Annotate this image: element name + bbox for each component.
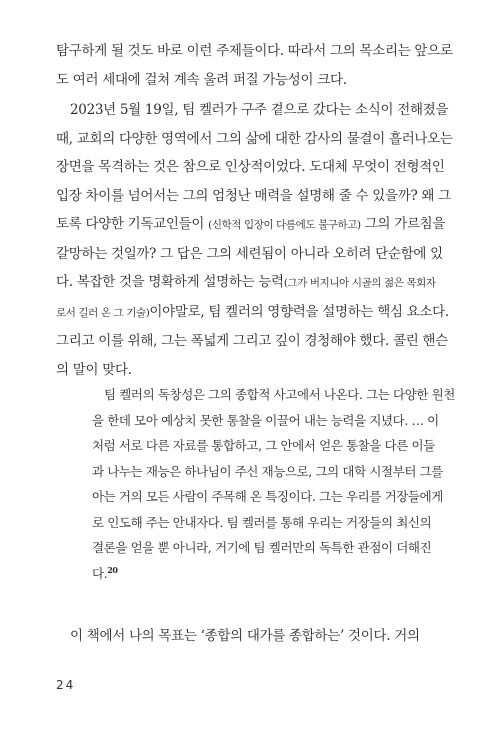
text-line: 갈망하는 것일까? 그 답은 그의 세련됨이 아니라 오히려 단순함에 있 bbox=[56, 245, 443, 262]
block-quote bbox=[92, 382, 455, 586]
text-line: 토록 다양한 기독교인들이 (신학적 입장이 다름에도 불구하고) 그의 가르침을 bbox=[56, 216, 446, 232]
footnote-marker: 20 bbox=[107, 564, 118, 575]
text-line: 탐구하게 될 것도 바로 이런 주제들이다. 따라서 그의 목소리는 앞으로 bbox=[56, 43, 453, 59]
quote-line: 팀 켈러의 독창성은 그의 종합적 사고에서 나온다. 그는 다양한 원천 bbox=[104, 387, 455, 402]
parenthetical-note: (신학적 입장이 다름에도 불구하고) bbox=[208, 219, 361, 231]
parenthetical-note: (그가 버지니아 시골의 젊은 목회자 bbox=[283, 277, 436, 289]
text-line: 도 여러 세대에 걸쳐 계속 울려 퍼질 가능성이 크다. bbox=[56, 71, 347, 88]
quote-line: 다.$^{20}$ bbox=[92, 564, 118, 581]
text-line: 입장 차이를 넘어서는 그의 엄청난 매력을 설명해 줄 수 있을까? 왜 그 bbox=[56, 187, 451, 204]
paragraph-tim-keller-death bbox=[56, 96, 453, 384]
quote-line: 처럼 서로 다른 자료를 통합하고, 그 안에서 얻은 통찰을 다른 이들 bbox=[92, 438, 435, 453]
parenthetical-note: 로서 길러 온 그 기술) bbox=[56, 306, 150, 319]
paragraph-book-goal bbox=[56, 622, 446, 651]
quote-line: 을 한데 모아 예상치 못한 통찰을 이끌어 내는 능력을 지녔다. … 이 bbox=[92, 412, 439, 428]
quote-line: 아는 거의 모든 사람이 주목해 온 특징이다. 그는 우리를 거장들에게 bbox=[92, 489, 443, 504]
text-line: 2023년 5월 19일, 팀 켈러가 구주 곁으로 갔다는 소식이 전해졌을 bbox=[70, 102, 449, 118]
text-line: 그리고 이를 위해, 그는 폭넓게 그리고 깊이 경청해야 했다. 콜린 핸슨 bbox=[56, 333, 448, 349]
text-line: 이 책에서 나의 목표는 ‘종합의 대가를 종합하는’ 것이다. 거의 bbox=[70, 628, 420, 644]
text-line: 의 말이 맞다. bbox=[56, 361, 132, 378]
quote-line: 로 인도해 주는 안내자다. 팀 켈러를 통해 우리는 거장들의 최신의 bbox=[92, 514, 432, 530]
paragraph-continued bbox=[56, 37, 453, 94]
quote-line: 과 나누는 재능은 하나님이 주신 재능으로, 그의 대학 시절부터 그를 bbox=[92, 463, 443, 479]
text-line: 다. 복잡한 것을 명확하게 설명하는 능력(그가 버지니아 시골의 젊은 목회자 bbox=[56, 274, 436, 290]
text-line: 로서 길러 온 그 기술)이야말로, 팀 켈러의 영향력을 설명하는 핵심 요소다. bbox=[56, 303, 449, 320]
quote-line: 결론을 얻을 뿐 아니라, 거기에 팀 켈러만의 독특한 관점이 더해진 bbox=[92, 540, 432, 555]
text-line: 때, 교회의 다양한 영역에서 그의 삶에 대한 감사의 물결이 흘러나오는 bbox=[56, 130, 453, 147]
page-number: 24 bbox=[56, 678, 76, 692]
text-line: 장면을 목격하는 것은 참으로 인상적이었다. 도대체 무엇이 전형적인 bbox=[56, 159, 445, 175]
